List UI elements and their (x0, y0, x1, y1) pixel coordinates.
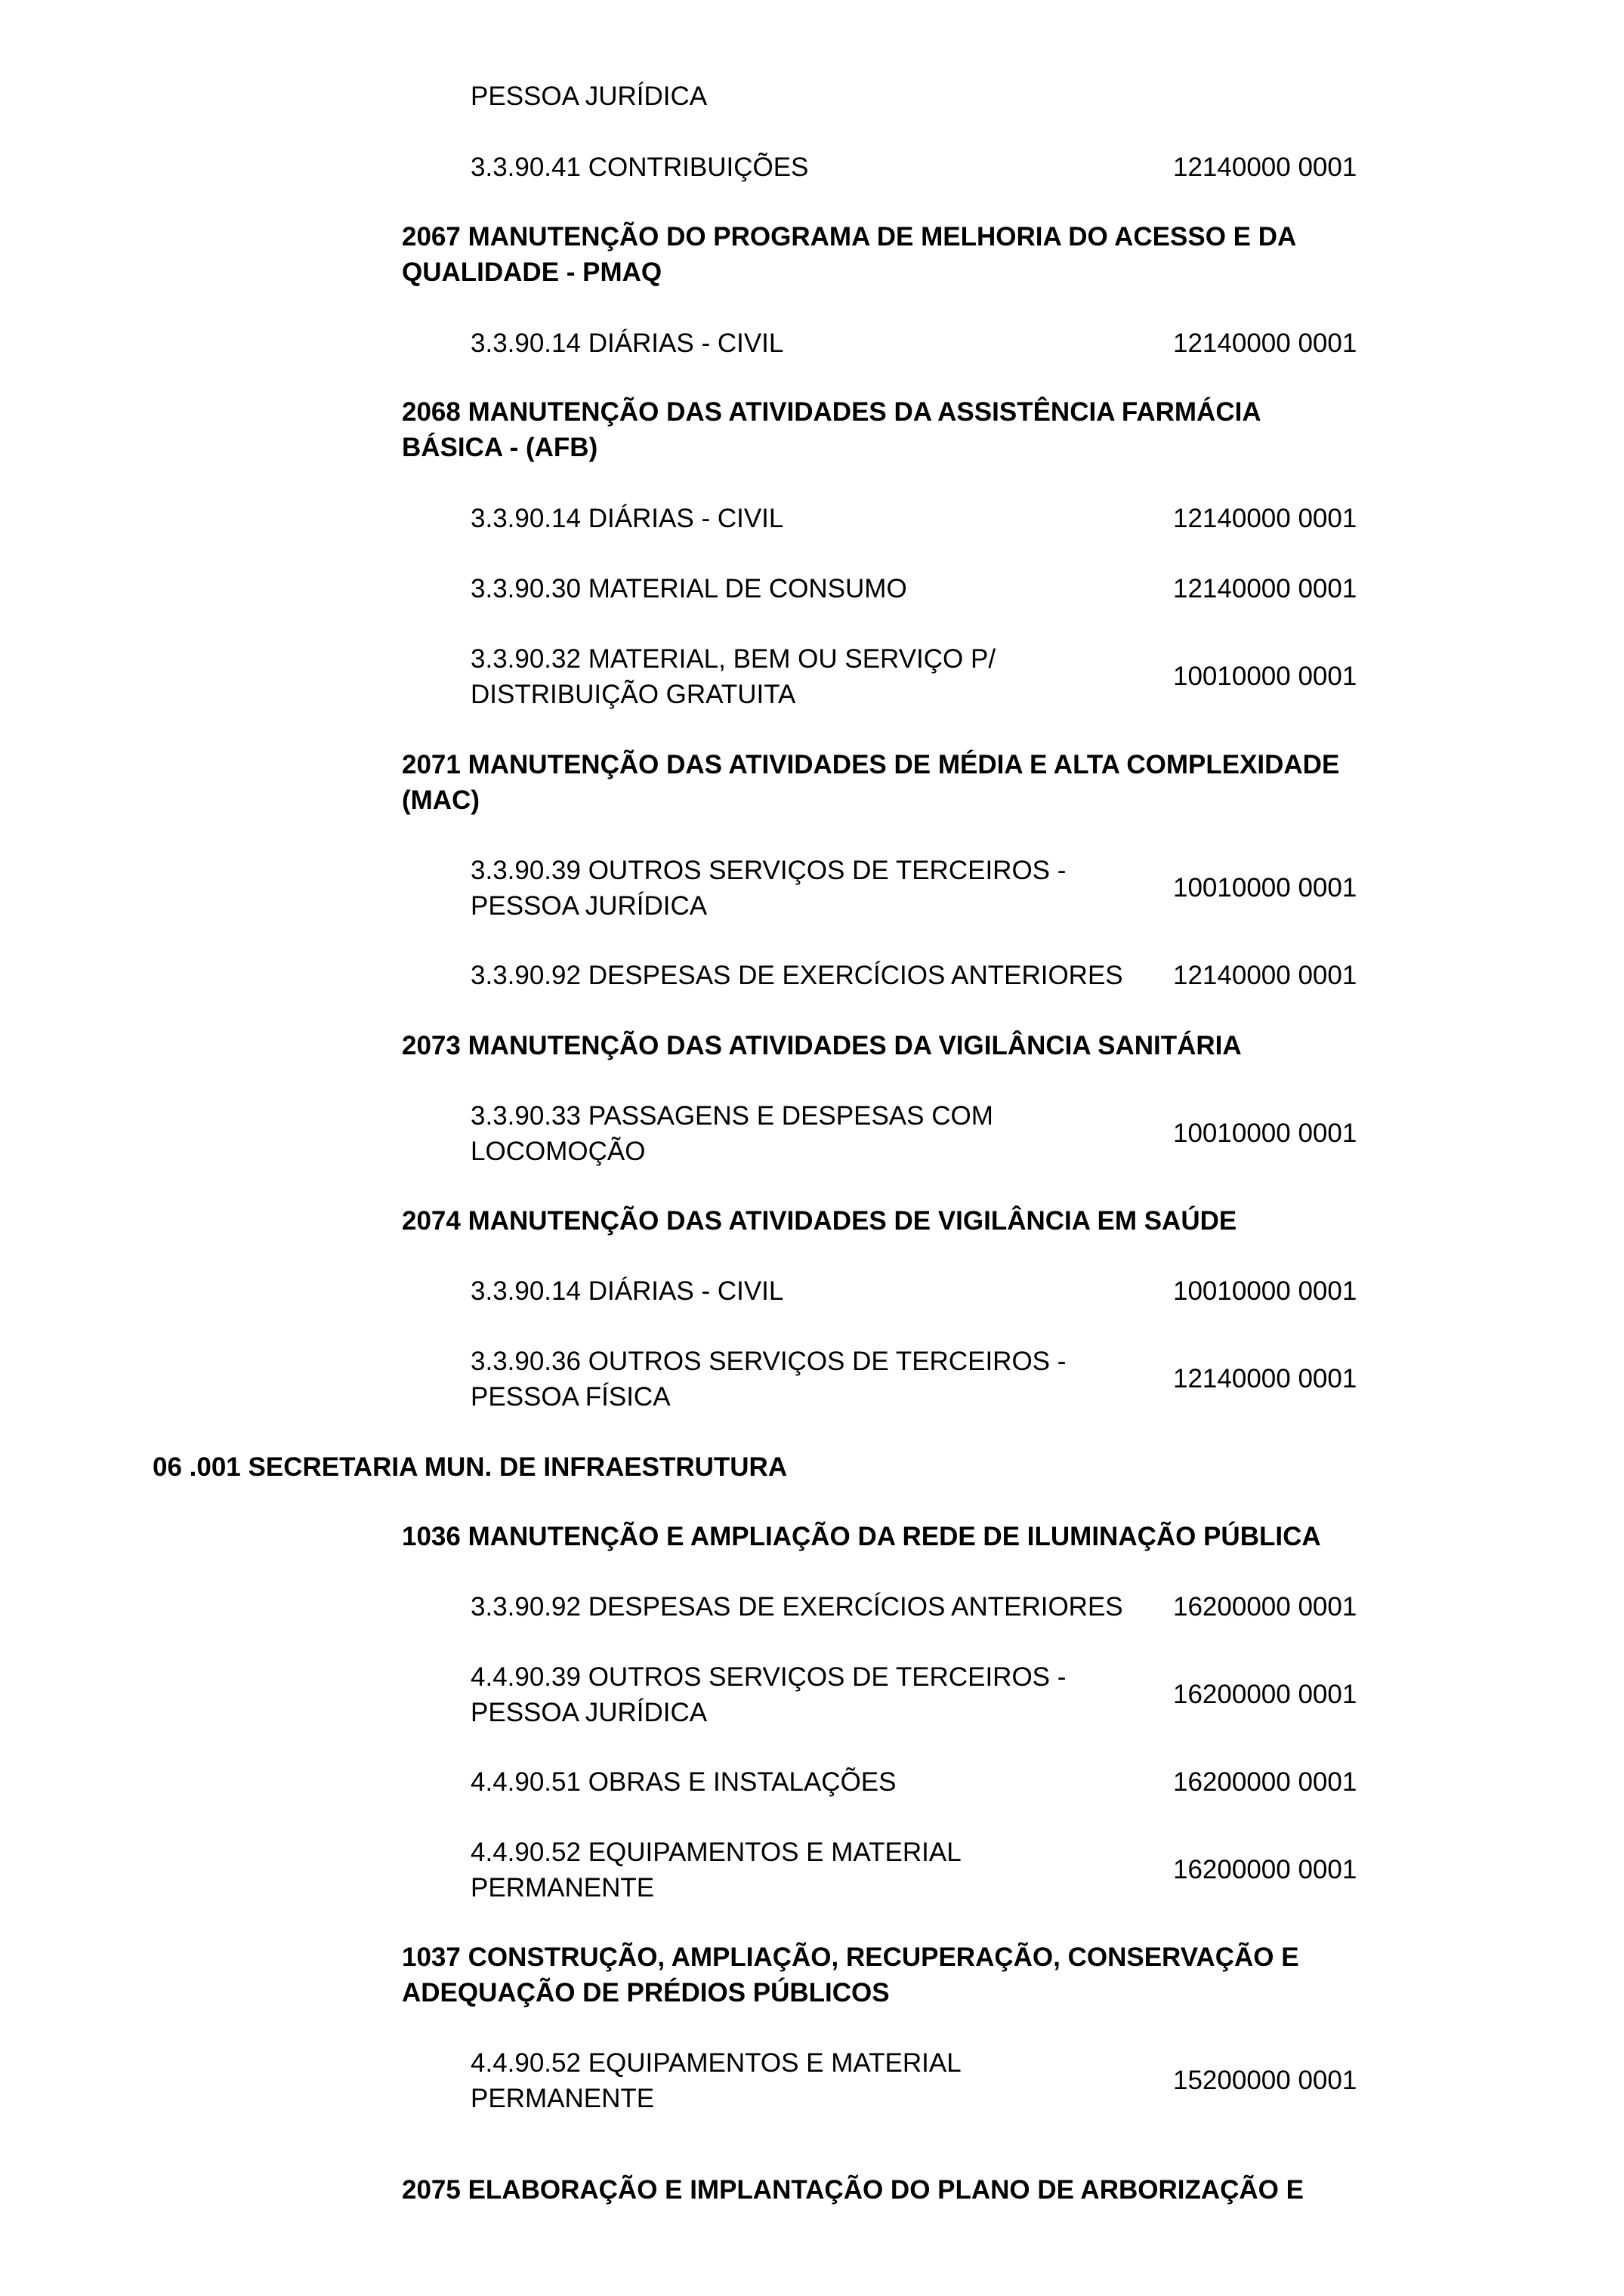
source-code: 10010000 0001 (1173, 873, 1357, 903)
action-title: 2067 MANUTENÇÃO DO PROGRAMA DE MELHORIA DO ACESSO E DA QUALIDADE - PMAQ (402, 222, 1295, 287)
item-description: 4.4.90.52 EQUIPAMENTOS E MATERIAL PERMANENTE (471, 1838, 961, 1903)
source-code: 16200000 0001 (1173, 1680, 1357, 1709)
item-description: 3.3.90.32 MATERIAL, BEM OU SERVIÇO P/ DISTRIBUIÇÃO GRATUITA (471, 644, 996, 709)
item-description: 3.3.90.14 DIÁRIAS - CIVIL (471, 329, 784, 358)
source-code: 12140000 0001 (1173, 961, 1357, 990)
source-code: 12140000 0001 (1173, 504, 1357, 533)
item-description: 4.4.90.51 OBRAS E INSTALAÇÕES (471, 1767, 897, 1797)
item-description: 3.3.90.36 OUTROS SERVIÇOS DE TERCEIROS - PESSOA FÍSICA (471, 1347, 1067, 1412)
action-title: 1036 MANUTENÇÃO E AMPLIAÇÃO DA REDE DE ILUMINAÇÃO PÚBLICA (402, 1522, 1321, 1551)
item-description: 3.3.90.14 DIÁRIAS - CIVIL (471, 1276, 784, 1306)
source-code: 12140000 0001 (1173, 574, 1357, 603)
source-code: 10010000 0001 (1173, 1276, 1357, 1306)
source-code: 10010000 0001 (1173, 662, 1357, 691)
action-title: 2075 ELABORAÇÃO E IMPLANTAÇÃO DO PLANO DE ARBORIZAÇÃO E (402, 2175, 1304, 2205)
action-title: 2074 MANUTENÇÃO DAS ATIVIDADES DE VIGILÂNCIA EM SAÚDE (402, 1206, 1237, 1236)
item-description: 4.4.90.52 EQUIPAMENTOS E MATERIAL PERMANENTE (471, 2048, 961, 2113)
item-description: 3.3.90.92 DESPESAS DE EXERCÍCIOS ANTERIORES (471, 961, 1123, 990)
item-description: 3.3.90.41 CONTRIBUIÇÕES (471, 153, 809, 182)
action-title: 2073 MANUTENÇÃO DAS ATIVIDADES DA VIGILÂNCIA SANITÁRIA (402, 1031, 1242, 1060)
item-description: 3.3.90.30 MATERIAL DE CONSUMO (471, 574, 907, 603)
source-code: 16200000 0001 (1173, 1767, 1357, 1797)
source-code: 10010000 0001 (1173, 1119, 1357, 1148)
item-description: 3.3.90.14 DIÁRIAS - CIVIL (471, 504, 784, 533)
source-code: 16200000 0001 (1173, 1855, 1357, 1884)
unit-title: 06 .001 SECRETARIA MUN. DE INFRAESTRUTURA (153, 1452, 788, 1482)
action-title: 1037 CONSTRUÇÃO, AMPLIAÇÃO, RECUPERAÇÃO, CONSERVAÇÃO E ADEQUAÇÃO DE PRÉDIOS PÚBLICOS (402, 1943, 1299, 2007)
source-code: 16200000 0001 (1173, 1592, 1357, 1622)
item-description: PESSOA JURÍDICA (471, 82, 708, 111)
source-code: 12140000 0001 (1173, 153, 1357, 182)
item-description: 3.3.90.39 OUTROS SERVIÇOS DE TERCEIROS - PESSOA JURÍDICA (471, 856, 1067, 921)
source-code: 12140000 0001 (1173, 329, 1357, 358)
item-description: 3.3.90.33 PASSAGENS E DESPESAS COM LOCOMOÇÃO (471, 1101, 993, 1166)
action-title: 2071 MANUTENÇÃO DAS ATIVIDADES DE MÉDIA E ALTA COMPLEXIDADE (MAC) (402, 750, 1340, 815)
item-description: 4.4.90.39 OUTROS SERVIÇOS DE TERCEIROS - PESSOA JURÍDICA (471, 1662, 1067, 1727)
action-title: 2068 MANUTENÇÃO DAS ATIVIDADES DA ASSISTÊNCIA FARMÁCIA BÁSICA - (AFB) (402, 397, 1261, 462)
source-code: 12140000 0001 (1173, 1364, 1357, 1393)
source-code: 15200000 0001 (1173, 2066, 1357, 2095)
item-description: 3.3.90.92 DESPESAS DE EXERCÍCIOS ANTERIORES (471, 1592, 1123, 1622)
